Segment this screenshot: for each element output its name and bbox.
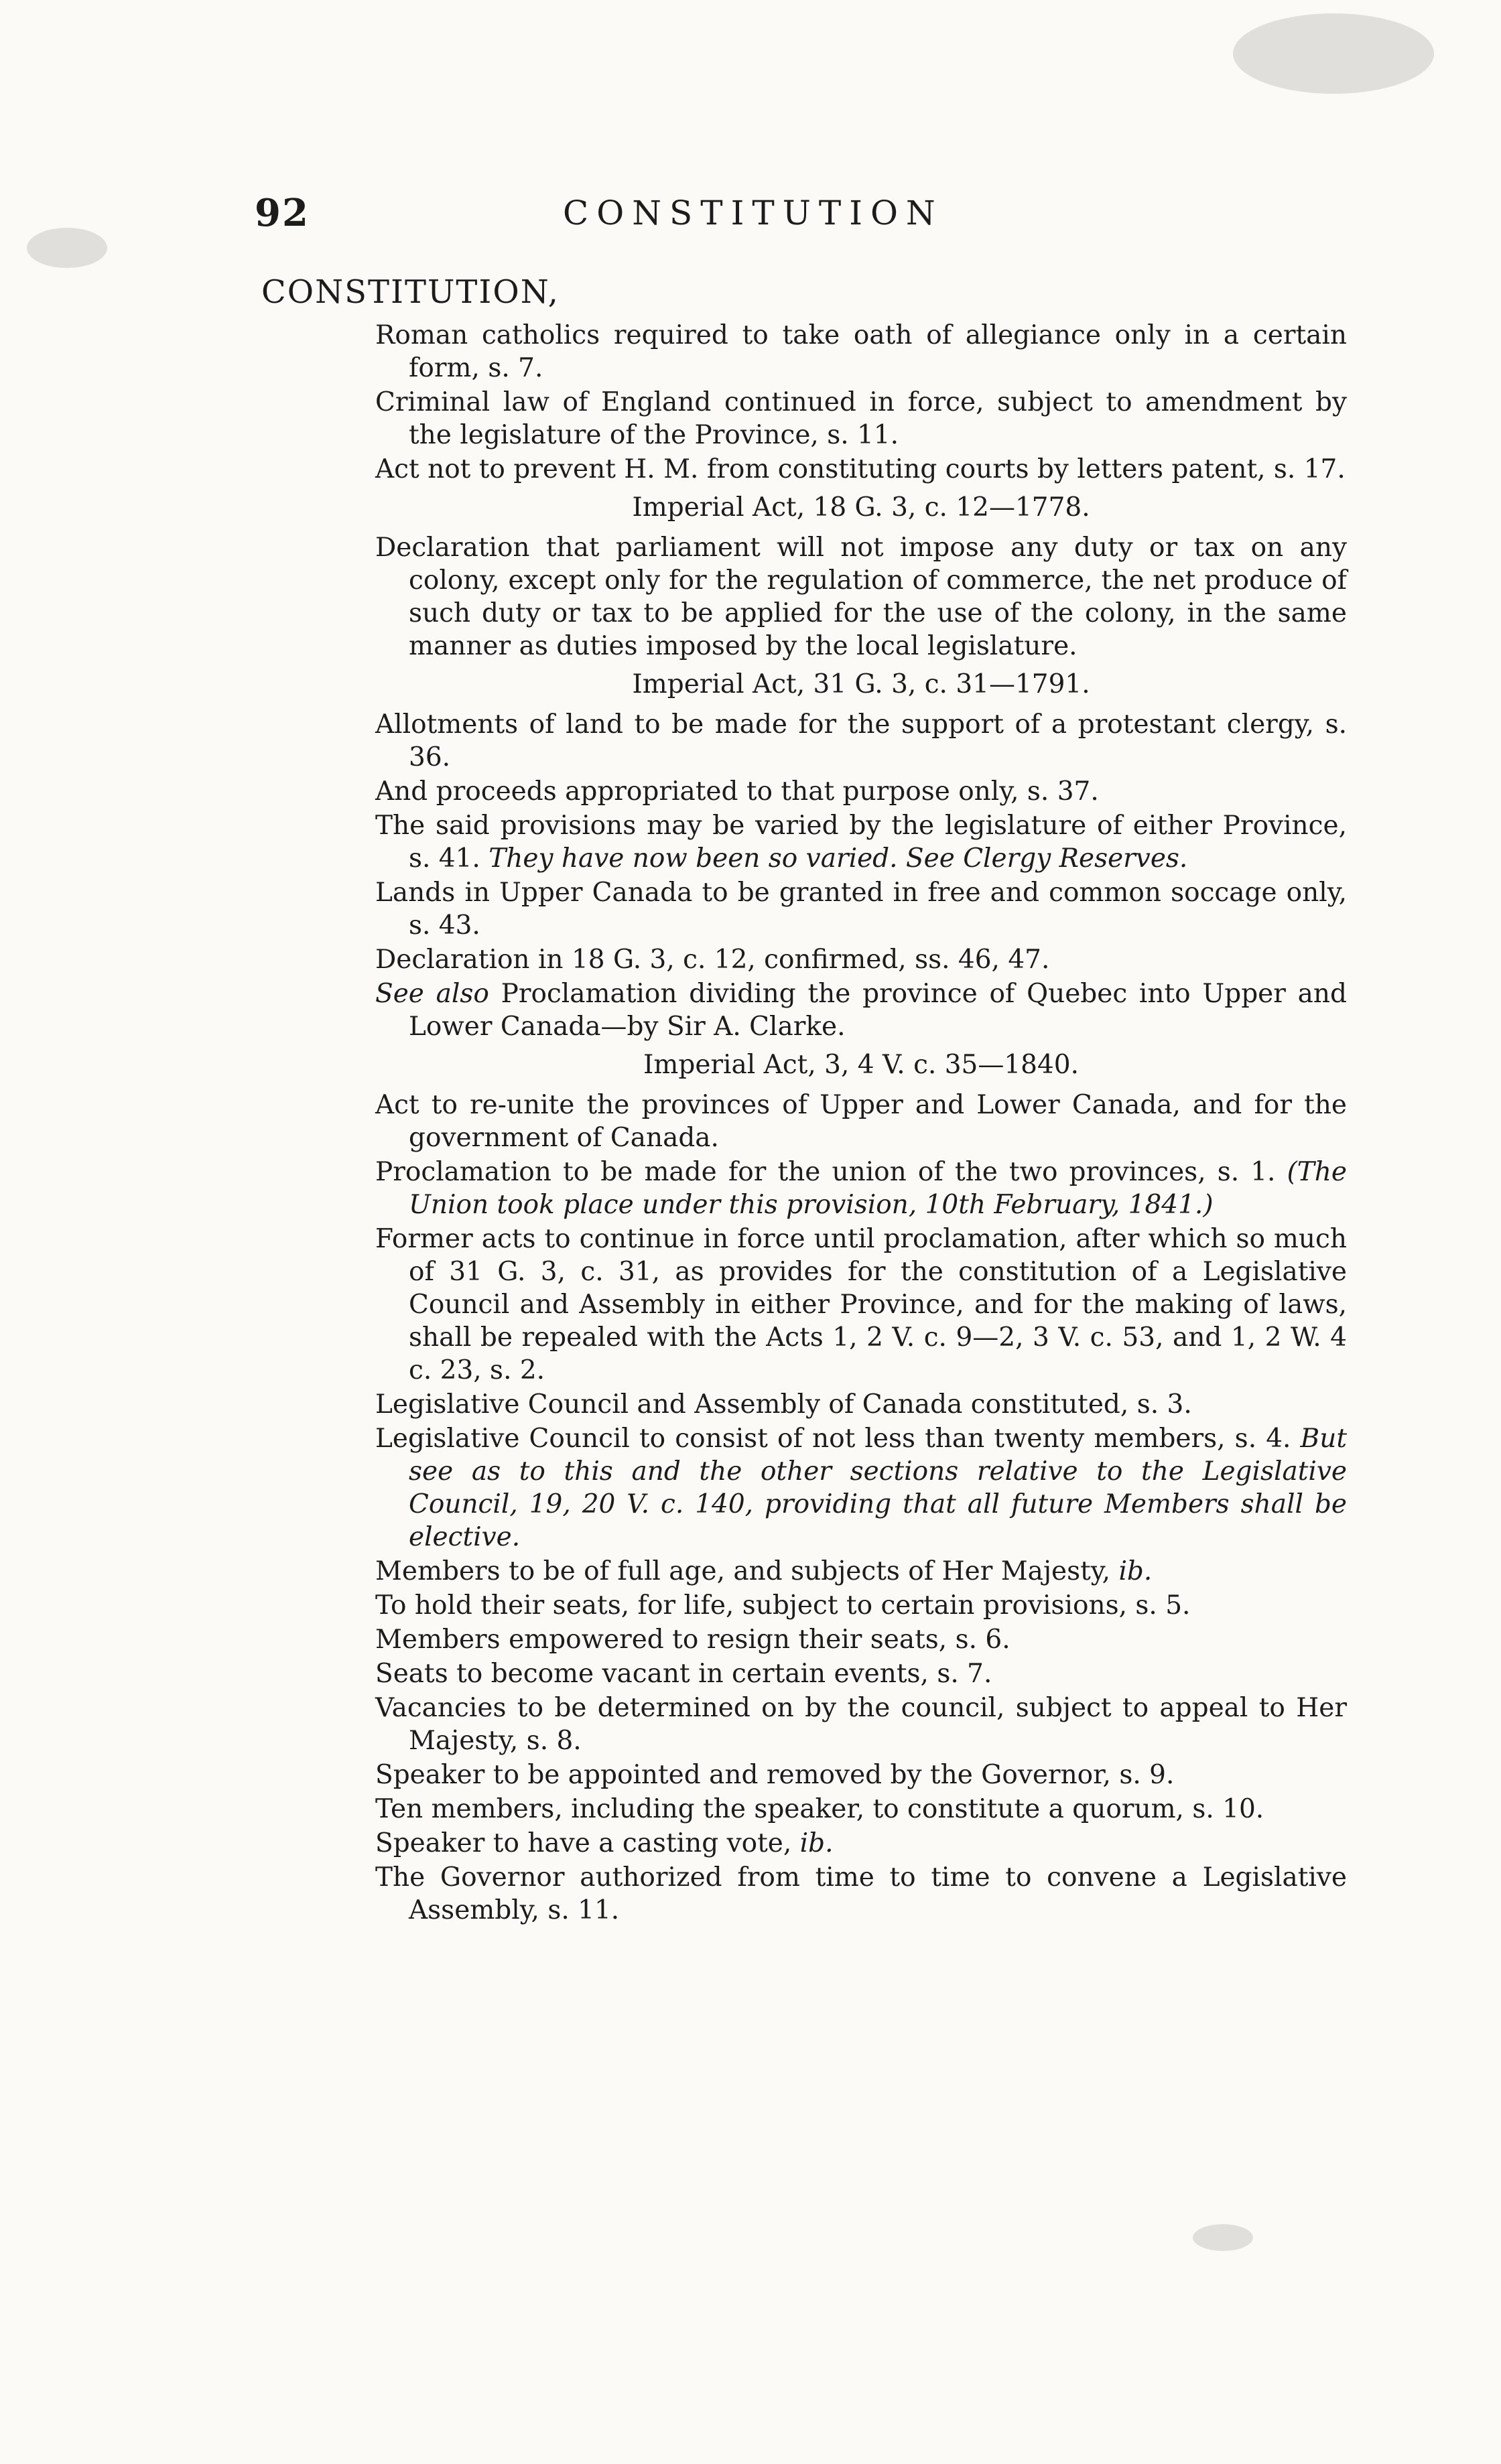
entry-text: Vacancies to be determined on by the council, subject to appeal to Her Majesty, s. 8. <box>375 1693 1347 1756</box>
index-entry <box>375 1623 1347 1656</box>
entry-italic-head: See also <box>375 979 489 1009</box>
index-entries <box>375 319 1347 1928</box>
index-entry <box>375 319 1347 385</box>
entry-italic-note: (The Union took place under this provision, 10th February, 1841.) <box>409 1157 1347 1220</box>
entry-text: Members to be of full age, and subjects of Her Majesty, <box>375 1556 1111 1586</box>
entry-text: Former acts to continue in force until proclamation, after which so much of 31 G. 3, c. 31, as provides for the constitution of a Legislative Council and Assembly in either Province, and for the making of laws, shall be repealed with the Acts 1, 2 V. c. 9—2, 3 V. c. 53, and 1, 2 W. 4 c. 23, s. 2. <box>375 1224 1347 1385</box>
entry-text: Allotments of land to be made for the support of a protestant clergy, s. 36. <box>375 709 1347 772</box>
running-head: CONSTITUTION <box>563 194 943 232</box>
index-entry <box>375 1657 1347 1690</box>
index-entry <box>375 977 1347 1043</box>
act-heading: Imperial Act, 31 G. 3, c. 31—1791. <box>632 669 1090 699</box>
page-header <box>255 191 1354 245</box>
entry-text: Legislative Council to consist of not less than twenty members, s. 4. <box>375 1424 1291 1454</box>
entry-text: The said provisions may be varied by the legislature of either Province, s. 41. <box>375 811 1347 874</box>
entry-italic-note: ib. <box>1118 1556 1153 1586</box>
index-entry <box>375 1793 1347 1826</box>
index-entry <box>375 809 1347 875</box>
act-heading: Imperial Act, 18 G. 3, c. 12—1778. <box>632 492 1090 523</box>
entry-text: Speaker to have a casting vote, <box>375 1828 792 1858</box>
entry-text: Declaration that parliament will not impose any duty or tax on any colony, except only for the regulation of commerce, the net produce of such duty or tax to be applied for the use of the colony, in the same manner as duties imposed by the local legislature. <box>375 533 1347 661</box>
index-entry <box>375 531 1347 663</box>
index-entry <box>375 876 1347 942</box>
index-entry <box>375 453 1347 486</box>
index-entry <box>375 1422 1347 1554</box>
index-entry <box>375 1827 1347 1860</box>
entry-text: Declaration in 18 G. 3, c. 12, confirmed, ss. 46, 47. <box>375 945 1050 975</box>
index-entry <box>375 1759 1347 1791</box>
entry-text: Proclamation dividing the province of Quebec into Upper and Lower Canada—by Sir A. Clarke. <box>409 979 1347 1042</box>
entry-text: Speaker to be appointed and removed by the Governor, s. 9. <box>375 1760 1175 1790</box>
entry-text: To hold their seats, for life, subject to certain provisions, s. 5. <box>375 1590 1191 1621</box>
index-entry <box>375 1223 1347 1387</box>
entry-italic-note: They have now been so varied. See Clergy Reserves. <box>488 843 1188 874</box>
page-number: 92 <box>255 191 310 235</box>
print-smudge <box>27 228 107 268</box>
index-entry <box>375 775 1347 808</box>
print-smudge <box>1233 13 1434 94</box>
entry-text: Proclamation to be made for the union of the two provinces, s. 1. <box>375 1157 1276 1187</box>
index-entry <box>375 1692 1347 1757</box>
entry-text: Members empowered to resign their seats, s. 6. <box>375 1625 1010 1655</box>
entry-text: Seats to become vacant in certain events, s. 7. <box>375 1659 992 1689</box>
entry-text: Criminal law of England continued in force, subject to amendment by the legislature of the Province, s. 11. <box>375 387 1347 450</box>
index-entry <box>375 1388 1347 1421</box>
act-heading: Imperial Act, 3, 4 V. c. 35—1840. <box>643 1050 1079 1080</box>
entry-text: Lands in Upper Canada to be granted in free and common soccage only, s. 43. <box>375 878 1347 941</box>
index-entry <box>375 943 1347 976</box>
index-entry <box>375 1089 1347 1154</box>
index-entry <box>375 1589 1347 1622</box>
entry-text: Roman catholics required to take oath of allegiance only in a certain form, s. 7. <box>375 320 1347 383</box>
index-entry <box>375 1861 1347 1927</box>
index-entry <box>375 386 1347 452</box>
entry-text: Act not to prevent H. M. from constituting courts by letters patent, s. 17. <box>375 454 1346 484</box>
index-entry <box>375 1156 1347 1221</box>
index-entry <box>375 1555 1347 1588</box>
entry-text: Legislative Council and Assembly of Canada constituted, s. 3. <box>375 1389 1192 1420</box>
entry-text: And proceeds appropriated to that purpose only, s. 37. <box>375 776 1099 807</box>
entry-text: Act to re-unite the provinces of Upper and Lower Canada, and for the government of Canada. <box>375 1090 1347 1153</box>
entry-italic-note: But see as to this and the other sections relative to the Legislative Council, 19, 20 V. c. 140, providing that all future Members shall be elective. <box>409 1424 1347 1552</box>
print-smudge <box>1193 2224 1253 2251</box>
section-title: CONSTITUTION, <box>261 273 560 311</box>
entry-text: The Governor authorized from time to time to convene a Legislative Assembly, s. 11. <box>375 1862 1347 1925</box>
entry-italic-note: ib. <box>799 1828 834 1858</box>
index-entry <box>375 708 1347 774</box>
entry-text: Ten members, including the speaker, to constitute a quorum, s. 10. <box>375 1794 1264 1824</box>
